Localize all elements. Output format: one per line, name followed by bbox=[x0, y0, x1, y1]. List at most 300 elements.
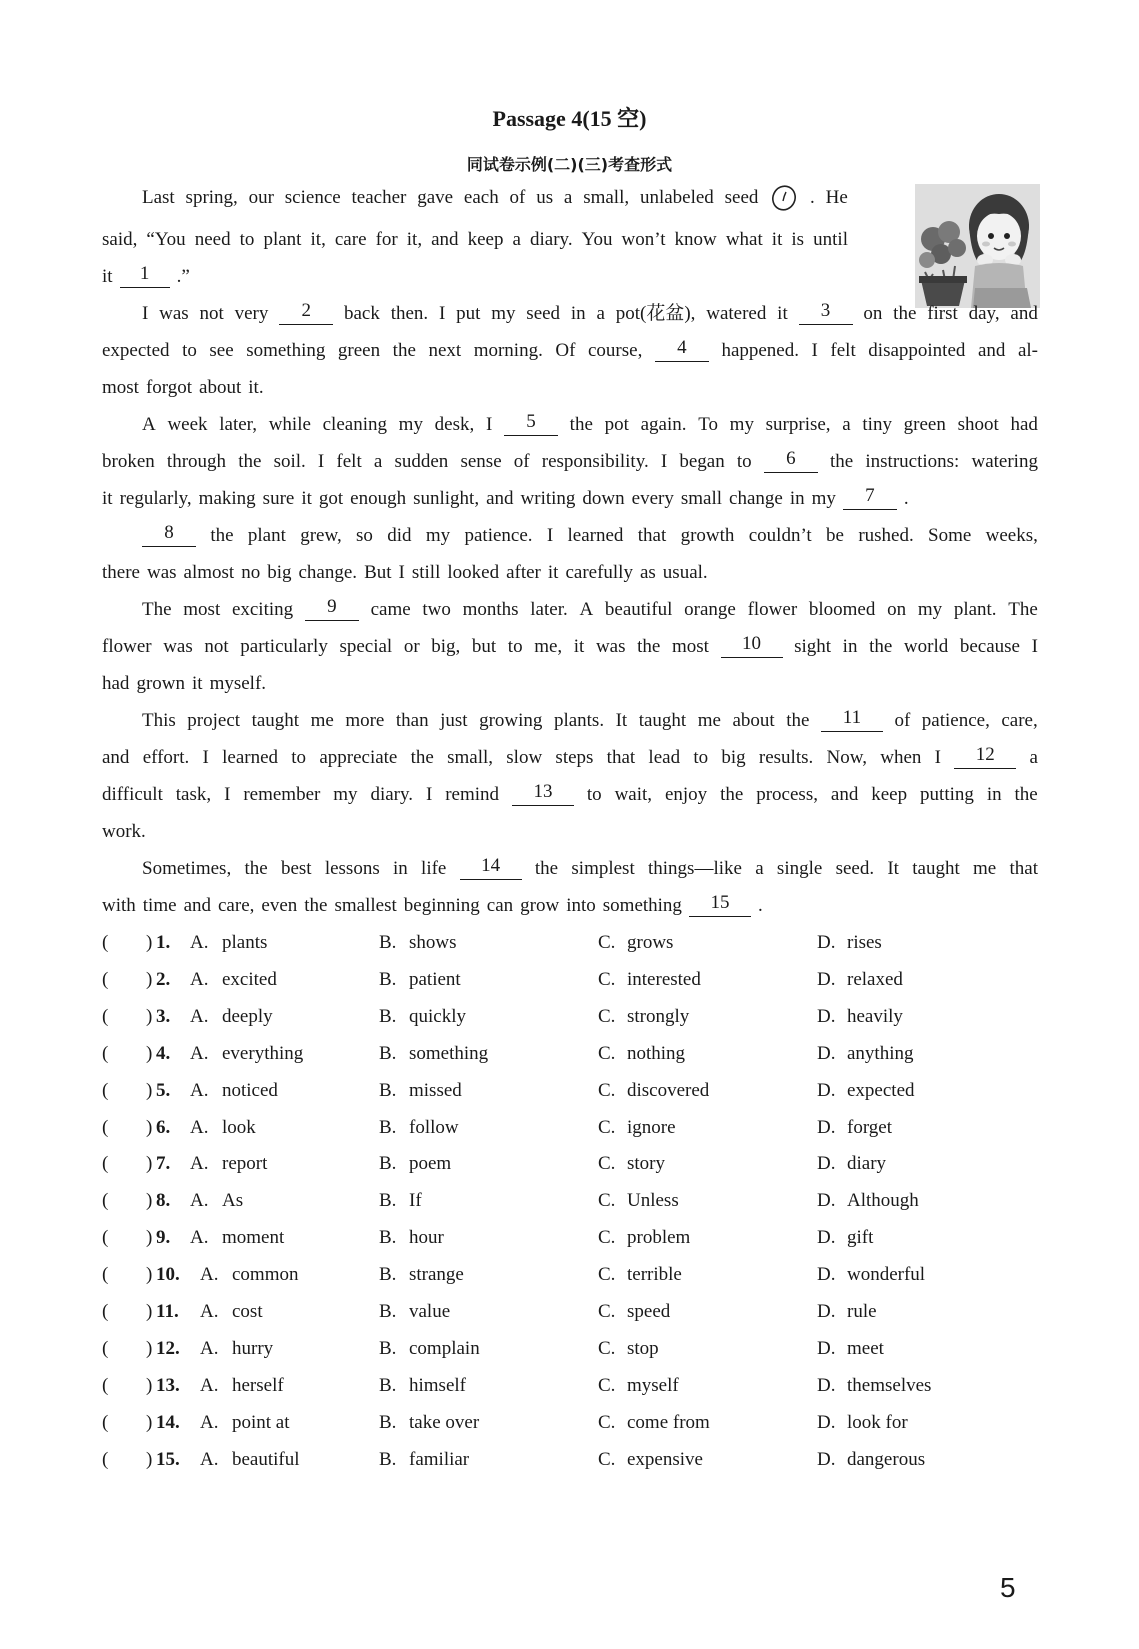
option-letter: B. bbox=[379, 1043, 397, 1064]
option-text[interactable]: hurry bbox=[232, 1338, 274, 1359]
option-text[interactable]: common bbox=[232, 1264, 299, 1285]
answer-paren-open[interactable]: ( bbox=[102, 1338, 109, 1359]
option-text[interactable]: ignore bbox=[627, 1117, 676, 1138]
passage-line bbox=[142, 411, 1038, 439]
answer-paren-open[interactable]: ( bbox=[102, 1043, 109, 1064]
option-text[interactable]: missed bbox=[409, 1080, 462, 1101]
passage-word: a bbox=[842, 414, 851, 435]
passage-line bbox=[142, 596, 1038, 624]
passage-word: began bbox=[679, 451, 725, 472]
option-letter: A. bbox=[190, 1153, 209, 1174]
passage-line bbox=[142, 300, 1038, 328]
answer-paren-close[interactable]: ) bbox=[146, 1338, 153, 1359]
answer-paren-close[interactable]: ) bbox=[146, 1117, 153, 1138]
passage-word: the bbox=[304, 895, 328, 916]
answer-paren-open[interactable]: ( bbox=[102, 1190, 109, 1211]
passage-word: a bbox=[373, 451, 383, 472]
option-text[interactable]: deeply bbox=[222, 1006, 273, 1027]
passage-word: but bbox=[471, 636, 497, 657]
option-letter: C. bbox=[598, 1412, 616, 1433]
option-letter: A. bbox=[190, 1043, 209, 1064]
passage-word: plant bbox=[247, 525, 286, 546]
option-text[interactable]: take over bbox=[409, 1412, 480, 1433]
answer-paren-close[interactable]: ) bbox=[146, 932, 153, 953]
option-text[interactable]: patient bbox=[409, 969, 461, 990]
option-letter: C. bbox=[598, 1338, 616, 1359]
answer-blank-1[interactable]: 1 bbox=[120, 263, 170, 288]
question-number: 7. bbox=[156, 1153, 171, 1174]
answer-blank-5[interactable]: 5 bbox=[504, 411, 558, 436]
answer-blank-7[interactable]: 7 bbox=[843, 485, 897, 510]
question-number: 12. bbox=[156, 1338, 180, 1359]
answer-paren-close[interactable]: ) bbox=[146, 1190, 153, 1211]
answer-blank-11[interactable]: 11 bbox=[821, 707, 883, 732]
passage-word: two bbox=[422, 599, 451, 620]
option-letter: D. bbox=[817, 969, 836, 990]
passage-word: to bbox=[693, 747, 709, 768]
passage-word: bloomed bbox=[808, 599, 876, 620]
answer-blank-6[interactable]: 6 bbox=[764, 448, 818, 473]
option-text[interactable]: If bbox=[409, 1190, 422, 1211]
option-letter: B. bbox=[379, 1153, 397, 1174]
passage-word: or bbox=[403, 636, 420, 657]
passage-word: of bbox=[509, 187, 526, 208]
passage-line bbox=[142, 855, 1038, 883]
passage-word: big, bbox=[431, 636, 461, 657]
option-text[interactable]: look bbox=[222, 1117, 256, 1138]
passage-word: shoot bbox=[957, 414, 999, 435]
passage-word: my bbox=[729, 414, 754, 435]
passage-word: making bbox=[198, 488, 256, 509]
passage-word: me bbox=[697, 710, 721, 731]
answer-paren-close[interactable]: ) bbox=[146, 1153, 153, 1174]
passage-word: I bbox=[811, 340, 818, 361]
passage-word: sunlight, bbox=[413, 488, 480, 509]
passage-word: no bbox=[241, 562, 261, 583]
answer-paren-close[interactable]: ) bbox=[146, 1449, 153, 1470]
answer-blank-2[interactable]: 2 bbox=[279, 300, 333, 325]
passage-word: .” bbox=[176, 266, 190, 287]
option-text[interactable]: diary bbox=[847, 1153, 887, 1174]
passage-word: so bbox=[356, 525, 373, 546]
option-text[interactable]: dangerous bbox=[847, 1449, 926, 1470]
passage-word: had bbox=[1010, 414, 1038, 435]
passage-word: taught bbox=[251, 710, 300, 731]
option-letter: C. bbox=[598, 1264, 616, 1285]
option-text[interactable]: beautiful bbox=[232, 1449, 300, 1470]
passage-word: my bbox=[333, 784, 358, 805]
answer-blank-15[interactable]: 15 bbox=[689, 892, 751, 917]
answer-paren-close[interactable]: ) bbox=[146, 1227, 153, 1248]
option-letter: C. bbox=[598, 1006, 616, 1027]
passage-word: learned bbox=[222, 747, 279, 768]
passage-word: change bbox=[729, 488, 783, 509]
option-text[interactable]: point at bbox=[232, 1412, 290, 1433]
passage-word: I bbox=[1031, 636, 1038, 657]
passage-word: came bbox=[370, 599, 411, 620]
question-row bbox=[102, 1003, 1062, 1031]
answer-blank-14[interactable]: 14 bbox=[460, 855, 522, 880]
answer-blank-4[interactable]: 4 bbox=[655, 337, 709, 362]
passage-word: the bbox=[893, 303, 917, 324]
passage-word: put bbox=[456, 303, 481, 324]
answer-blank-10[interactable]: 10 bbox=[721, 633, 783, 658]
answer-paren-open[interactable]: ( bbox=[102, 969, 109, 990]
answer-paren-close[interactable]: ) bbox=[146, 1080, 153, 1101]
passage-word: beginning bbox=[403, 895, 480, 916]
question-number: 10. bbox=[156, 1264, 180, 1285]
option-letter: B. bbox=[379, 1412, 397, 1433]
option-letter: A. bbox=[200, 1338, 219, 1359]
passage-word: small, bbox=[447, 747, 494, 768]
passage-line bbox=[102, 781, 1038, 809]
option-text[interactable]: quickly bbox=[409, 1006, 466, 1027]
passage-word: . bbox=[757, 895, 763, 916]
passage-word: the bbox=[244, 858, 268, 879]
passage-word: that bbox=[606, 747, 636, 768]
passage-word: can bbox=[486, 895, 514, 916]
option-text[interactable]: value bbox=[409, 1301, 451, 1322]
option-text[interactable]: relaxed bbox=[847, 969, 903, 990]
answer-blank-13[interactable]: 13 bbox=[512, 781, 574, 806]
answer-paren-close[interactable]: ) bbox=[146, 1264, 153, 1285]
passage-word: it bbox=[573, 636, 585, 657]
passage-word: I bbox=[224, 784, 231, 805]
answer-paren-open[interactable]: ( bbox=[102, 1412, 109, 1433]
option-text[interactable]: story bbox=[627, 1153, 665, 1174]
option-text[interactable]: rises bbox=[847, 932, 882, 953]
passage-word: it, bbox=[310, 229, 326, 250]
passage-word: and bbox=[1010, 303, 1038, 324]
answer-paren-close[interactable]: ) bbox=[146, 1375, 153, 1396]
option-letter: C. bbox=[598, 1449, 616, 1470]
option-text[interactable]: interested bbox=[627, 969, 701, 990]
passage-word: process, bbox=[756, 784, 818, 805]
question-row bbox=[102, 1261, 1062, 1289]
option-text[interactable]: strange bbox=[409, 1264, 464, 1285]
answer-paren-open[interactable]: ( bbox=[102, 1080, 109, 1101]
answer-paren-open[interactable]: ( bbox=[102, 1153, 109, 1174]
passage-word: appreciate bbox=[319, 747, 398, 768]
passage-word: responsibility. bbox=[541, 451, 649, 472]
passage-word: in bbox=[986, 784, 1002, 805]
passage-word: I bbox=[485, 414, 493, 435]
passage-word: a bbox=[1029, 747, 1038, 768]
question-number: 11. bbox=[156, 1301, 179, 1322]
passage-word: it bbox=[771, 229, 783, 250]
passage-word: growing bbox=[479, 710, 543, 731]
passage-word: life bbox=[421, 858, 447, 879]
passage-word: it bbox=[777, 303, 788, 324]
passage-word: the bbox=[410, 747, 434, 768]
option-text[interactable]: something bbox=[409, 1043, 489, 1064]
passage-word: felt bbox=[830, 340, 856, 361]
passage-word: was bbox=[146, 562, 177, 583]
passage-word: my bbox=[425, 525, 451, 546]
option-text[interactable]: poem bbox=[409, 1153, 452, 1174]
passage-word: in bbox=[842, 636, 858, 657]
passage-word: of bbox=[513, 451, 530, 472]
passage-word: wait, bbox=[614, 784, 653, 805]
question-number: 9. bbox=[156, 1227, 171, 1248]
passage-word: me, bbox=[534, 636, 563, 657]
answer-paren-open[interactable]: ( bbox=[102, 1449, 109, 1470]
option-letter: C. bbox=[598, 1375, 616, 1396]
passage-word: difficult bbox=[102, 784, 163, 805]
answer-paren-close[interactable]: ) bbox=[146, 1412, 153, 1433]
option-letter: A. bbox=[190, 1006, 209, 1027]
question-number: 1. bbox=[156, 932, 171, 953]
answer-paren-open[interactable]: ( bbox=[102, 1006, 109, 1027]
passage-word: taught bbox=[638, 710, 687, 731]
option-text[interactable]: grows bbox=[627, 932, 674, 953]
passage-word: care bbox=[334, 229, 367, 250]
option-letter: C. bbox=[598, 932, 616, 953]
passage-word: was bbox=[163, 636, 193, 657]
option-text[interactable]: anything bbox=[847, 1043, 914, 1064]
option-letter: C. bbox=[598, 1190, 616, 1211]
passage-word: watering bbox=[971, 451, 1038, 472]
passage-word: it, bbox=[406, 229, 423, 250]
option-text[interactable]: heavily bbox=[847, 1006, 903, 1027]
option-text[interactable]: expensive bbox=[627, 1449, 703, 1470]
passage-word: to bbox=[239, 229, 255, 250]
passage-word: simplest bbox=[571, 858, 635, 879]
passage-word: beautiful bbox=[604, 599, 673, 620]
passage-word: green bbox=[903, 414, 946, 435]
option-text[interactable]: expected bbox=[847, 1080, 915, 1101]
passage-word: weeks, bbox=[985, 525, 1038, 546]
passage-word: the bbox=[569, 414, 593, 435]
passage-word: cleaning bbox=[322, 414, 387, 435]
passage-word: first bbox=[927, 303, 958, 324]
passage-word: enough bbox=[350, 488, 407, 509]
passage-word: later. bbox=[530, 599, 568, 620]
option-text[interactable]: shows bbox=[409, 932, 457, 953]
passage-word: I bbox=[202, 747, 209, 768]
option-letter: A. bbox=[190, 1080, 209, 1101]
option-text[interactable]: excited bbox=[222, 969, 277, 990]
passage-word: and bbox=[977, 340, 1006, 361]
option-text[interactable]: look for bbox=[847, 1412, 908, 1433]
passage-word: something bbox=[246, 340, 326, 361]
answer-paren-close[interactable]: ) bbox=[146, 969, 153, 990]
option-text[interactable]: Unless bbox=[627, 1190, 679, 1211]
passage-word: that bbox=[637, 525, 667, 546]
passage-word: got bbox=[318, 488, 344, 509]
option-letter: D. bbox=[817, 1301, 836, 1322]
passage-word: world bbox=[903, 636, 949, 657]
option-text[interactable]: Although bbox=[847, 1190, 919, 1211]
passage-word: A bbox=[579, 599, 594, 620]
passage-word: I bbox=[317, 451, 325, 472]
question-number: 13. bbox=[156, 1375, 180, 1396]
answer-blank-3[interactable]: 3 bbox=[799, 300, 853, 325]
passage-word: something bbox=[602, 895, 682, 916]
passage-word: that bbox=[1009, 858, 1038, 879]
option-letter: A. bbox=[200, 1301, 219, 1322]
passage-word: as bbox=[639, 562, 656, 583]
passage-word: my bbox=[917, 599, 943, 620]
passage-word: me bbox=[973, 858, 997, 879]
passage-word: and bbox=[102, 747, 130, 768]
option-text[interactable]: problem bbox=[627, 1227, 691, 1248]
option-text[interactable]: meet bbox=[847, 1338, 884, 1359]
question-row bbox=[102, 1298, 1062, 1326]
option-text[interactable]: familiar bbox=[409, 1449, 470, 1470]
passage-word: a bbox=[596, 303, 605, 324]
passage-word: a bbox=[563, 187, 573, 208]
answer-blank-8[interactable]: 8 bbox=[142, 522, 196, 547]
passage-word: there bbox=[102, 562, 140, 583]
passage-word: to bbox=[182, 340, 197, 361]
passage-word: us bbox=[536, 187, 554, 208]
passage-word: the bbox=[720, 784, 744, 805]
answer-paren-close[interactable]: ) bbox=[146, 1006, 153, 1027]
option-text[interactable]: everything bbox=[222, 1043, 304, 1064]
passage-word: science bbox=[284, 187, 341, 208]
option-letter: A. bbox=[200, 1375, 219, 1396]
question-number: 3. bbox=[156, 1006, 171, 1027]
option-letter: B. bbox=[379, 932, 397, 953]
passage-word: patience. bbox=[464, 525, 533, 546]
passage-word: it bbox=[102, 266, 113, 287]
passage-word: remind bbox=[445, 784, 500, 805]
option-text[interactable]: herself bbox=[232, 1375, 284, 1396]
answer-paren-close[interactable]: ) bbox=[146, 1301, 153, 1322]
option-letter: D. bbox=[817, 1117, 836, 1138]
passage-word: Some bbox=[928, 525, 972, 546]
passage-word: know bbox=[674, 229, 717, 250]
passage-word: big bbox=[721, 747, 746, 768]
option-text[interactable]: himself bbox=[409, 1375, 466, 1396]
option-text[interactable]: plants bbox=[222, 932, 268, 953]
passage-word: later, bbox=[219, 414, 257, 435]
answer-paren-open[interactable]: ( bbox=[102, 1117, 109, 1138]
option-text[interactable]: come from bbox=[627, 1412, 710, 1433]
passage-word: desk, bbox=[434, 414, 475, 435]
passage-word: Sometimes, bbox=[142, 858, 232, 879]
option-letter: C. bbox=[598, 969, 616, 990]
passage-word: I bbox=[398, 562, 405, 583]
option-text[interactable]: terrible bbox=[627, 1264, 682, 1285]
answer-blank-12[interactable]: 12 bbox=[954, 744, 1016, 769]
passage-word: particularly bbox=[240, 636, 328, 657]
passage-word: our bbox=[248, 187, 274, 208]
passage-word: . bbox=[903, 488, 909, 509]
passage-word: seed bbox=[724, 187, 759, 208]
passage-word: task, bbox=[175, 784, 212, 805]
passage-word: happened. bbox=[721, 340, 799, 361]
passage-word: it bbox=[192, 673, 203, 694]
passage-word: patience, bbox=[921, 710, 990, 731]
passage-word: of bbox=[894, 710, 911, 731]
passage-word: when bbox=[880, 747, 922, 768]
option-text[interactable]: stop bbox=[627, 1338, 659, 1359]
passage-word: and bbox=[431, 229, 459, 250]
option-letter: B. bbox=[379, 1264, 397, 1285]
option-text[interactable]: nothing bbox=[627, 1043, 686, 1064]
answer-paren-close[interactable]: ) bbox=[146, 1043, 153, 1064]
passage-word: than bbox=[395, 710, 429, 731]
option-text[interactable]: follow bbox=[409, 1117, 459, 1138]
question-number: 8. bbox=[156, 1190, 171, 1211]
passage-word: rushed. bbox=[858, 525, 914, 546]
answer-paren-open[interactable]: ( bbox=[102, 1227, 109, 1248]
passage-word: most bbox=[183, 599, 221, 620]
option-text[interactable]: report bbox=[222, 1153, 268, 1174]
option-text[interactable]: themselves bbox=[847, 1375, 932, 1396]
answer-paren-open[interactable]: ( bbox=[102, 1264, 109, 1285]
option-text[interactable]: gift bbox=[847, 1227, 874, 1248]
passage-word: But bbox=[364, 562, 392, 583]
answer-paren-open[interactable]: ( bbox=[102, 1301, 109, 1322]
answer-paren-open[interactable]: ( bbox=[102, 932, 109, 953]
passage-word: in bbox=[393, 858, 408, 879]
passage-word: it bbox=[301, 488, 312, 509]
option-text[interactable]: speed bbox=[627, 1301, 671, 1322]
option-letter: C. bbox=[598, 1301, 616, 1322]
option-text[interactable]: complain bbox=[409, 1338, 480, 1359]
passage-word: most bbox=[671, 636, 709, 657]
passage-word: things—like bbox=[648, 858, 742, 879]
passage-word: To bbox=[698, 414, 718, 435]
passage-word: care, bbox=[1001, 710, 1038, 731]
passage-word: The bbox=[142, 599, 172, 620]
passage-word: more bbox=[345, 710, 385, 731]
passage-word: slow bbox=[506, 747, 543, 768]
option-text[interactable]: noticed bbox=[222, 1080, 278, 1101]
passage-word: I bbox=[438, 303, 446, 324]
passage-word: seed. bbox=[835, 858, 875, 879]
option-text[interactable]: discovered bbox=[627, 1080, 710, 1101]
option-text[interactable]: rule bbox=[847, 1301, 877, 1322]
option-text[interactable]: myself bbox=[627, 1375, 679, 1396]
passage-word: be bbox=[826, 525, 844, 546]
option-text[interactable]: forget bbox=[847, 1117, 893, 1138]
option-text[interactable]: hour bbox=[409, 1227, 444, 1248]
question-row bbox=[102, 1077, 1062, 1105]
passage-word: my bbox=[491, 303, 516, 324]
passage-word: grown bbox=[136, 673, 185, 694]
passage-word: to bbox=[507, 636, 523, 657]
option-text[interactable]: moment bbox=[222, 1227, 285, 1248]
passage-word: taught bbox=[912, 858, 960, 879]
passage-word: He bbox=[825, 187, 848, 208]
option-letter: B. bbox=[379, 1117, 397, 1138]
option-letter: D. bbox=[817, 1227, 836, 1248]
passage-word: al- bbox=[1017, 340, 1038, 361]
passage-word: keep bbox=[467, 229, 504, 250]
passage-word: a bbox=[755, 858, 764, 879]
passage-line bbox=[102, 263, 197, 291]
option-text[interactable]: cost bbox=[232, 1301, 263, 1322]
option-text[interactable]: strongly bbox=[627, 1006, 690, 1027]
passage-word: Now, bbox=[826, 747, 867, 768]
option-letter: D. bbox=[817, 1449, 836, 1470]
passage-word: best bbox=[280, 858, 312, 879]
option-text[interactable]: As bbox=[222, 1190, 244, 1211]
option-letter: A. bbox=[190, 932, 209, 953]
answer-blank-9[interactable]: 9 bbox=[305, 596, 359, 621]
passage-word: big bbox=[267, 562, 292, 583]
question-number: 15. bbox=[156, 1449, 180, 1470]
passage-line bbox=[102, 892, 770, 920]
passage-line bbox=[102, 559, 715, 587]
option-text[interactable]: wonderful bbox=[847, 1264, 926, 1285]
answer-paren-open[interactable]: ( bbox=[102, 1375, 109, 1396]
passage-word: Of bbox=[555, 340, 576, 361]
